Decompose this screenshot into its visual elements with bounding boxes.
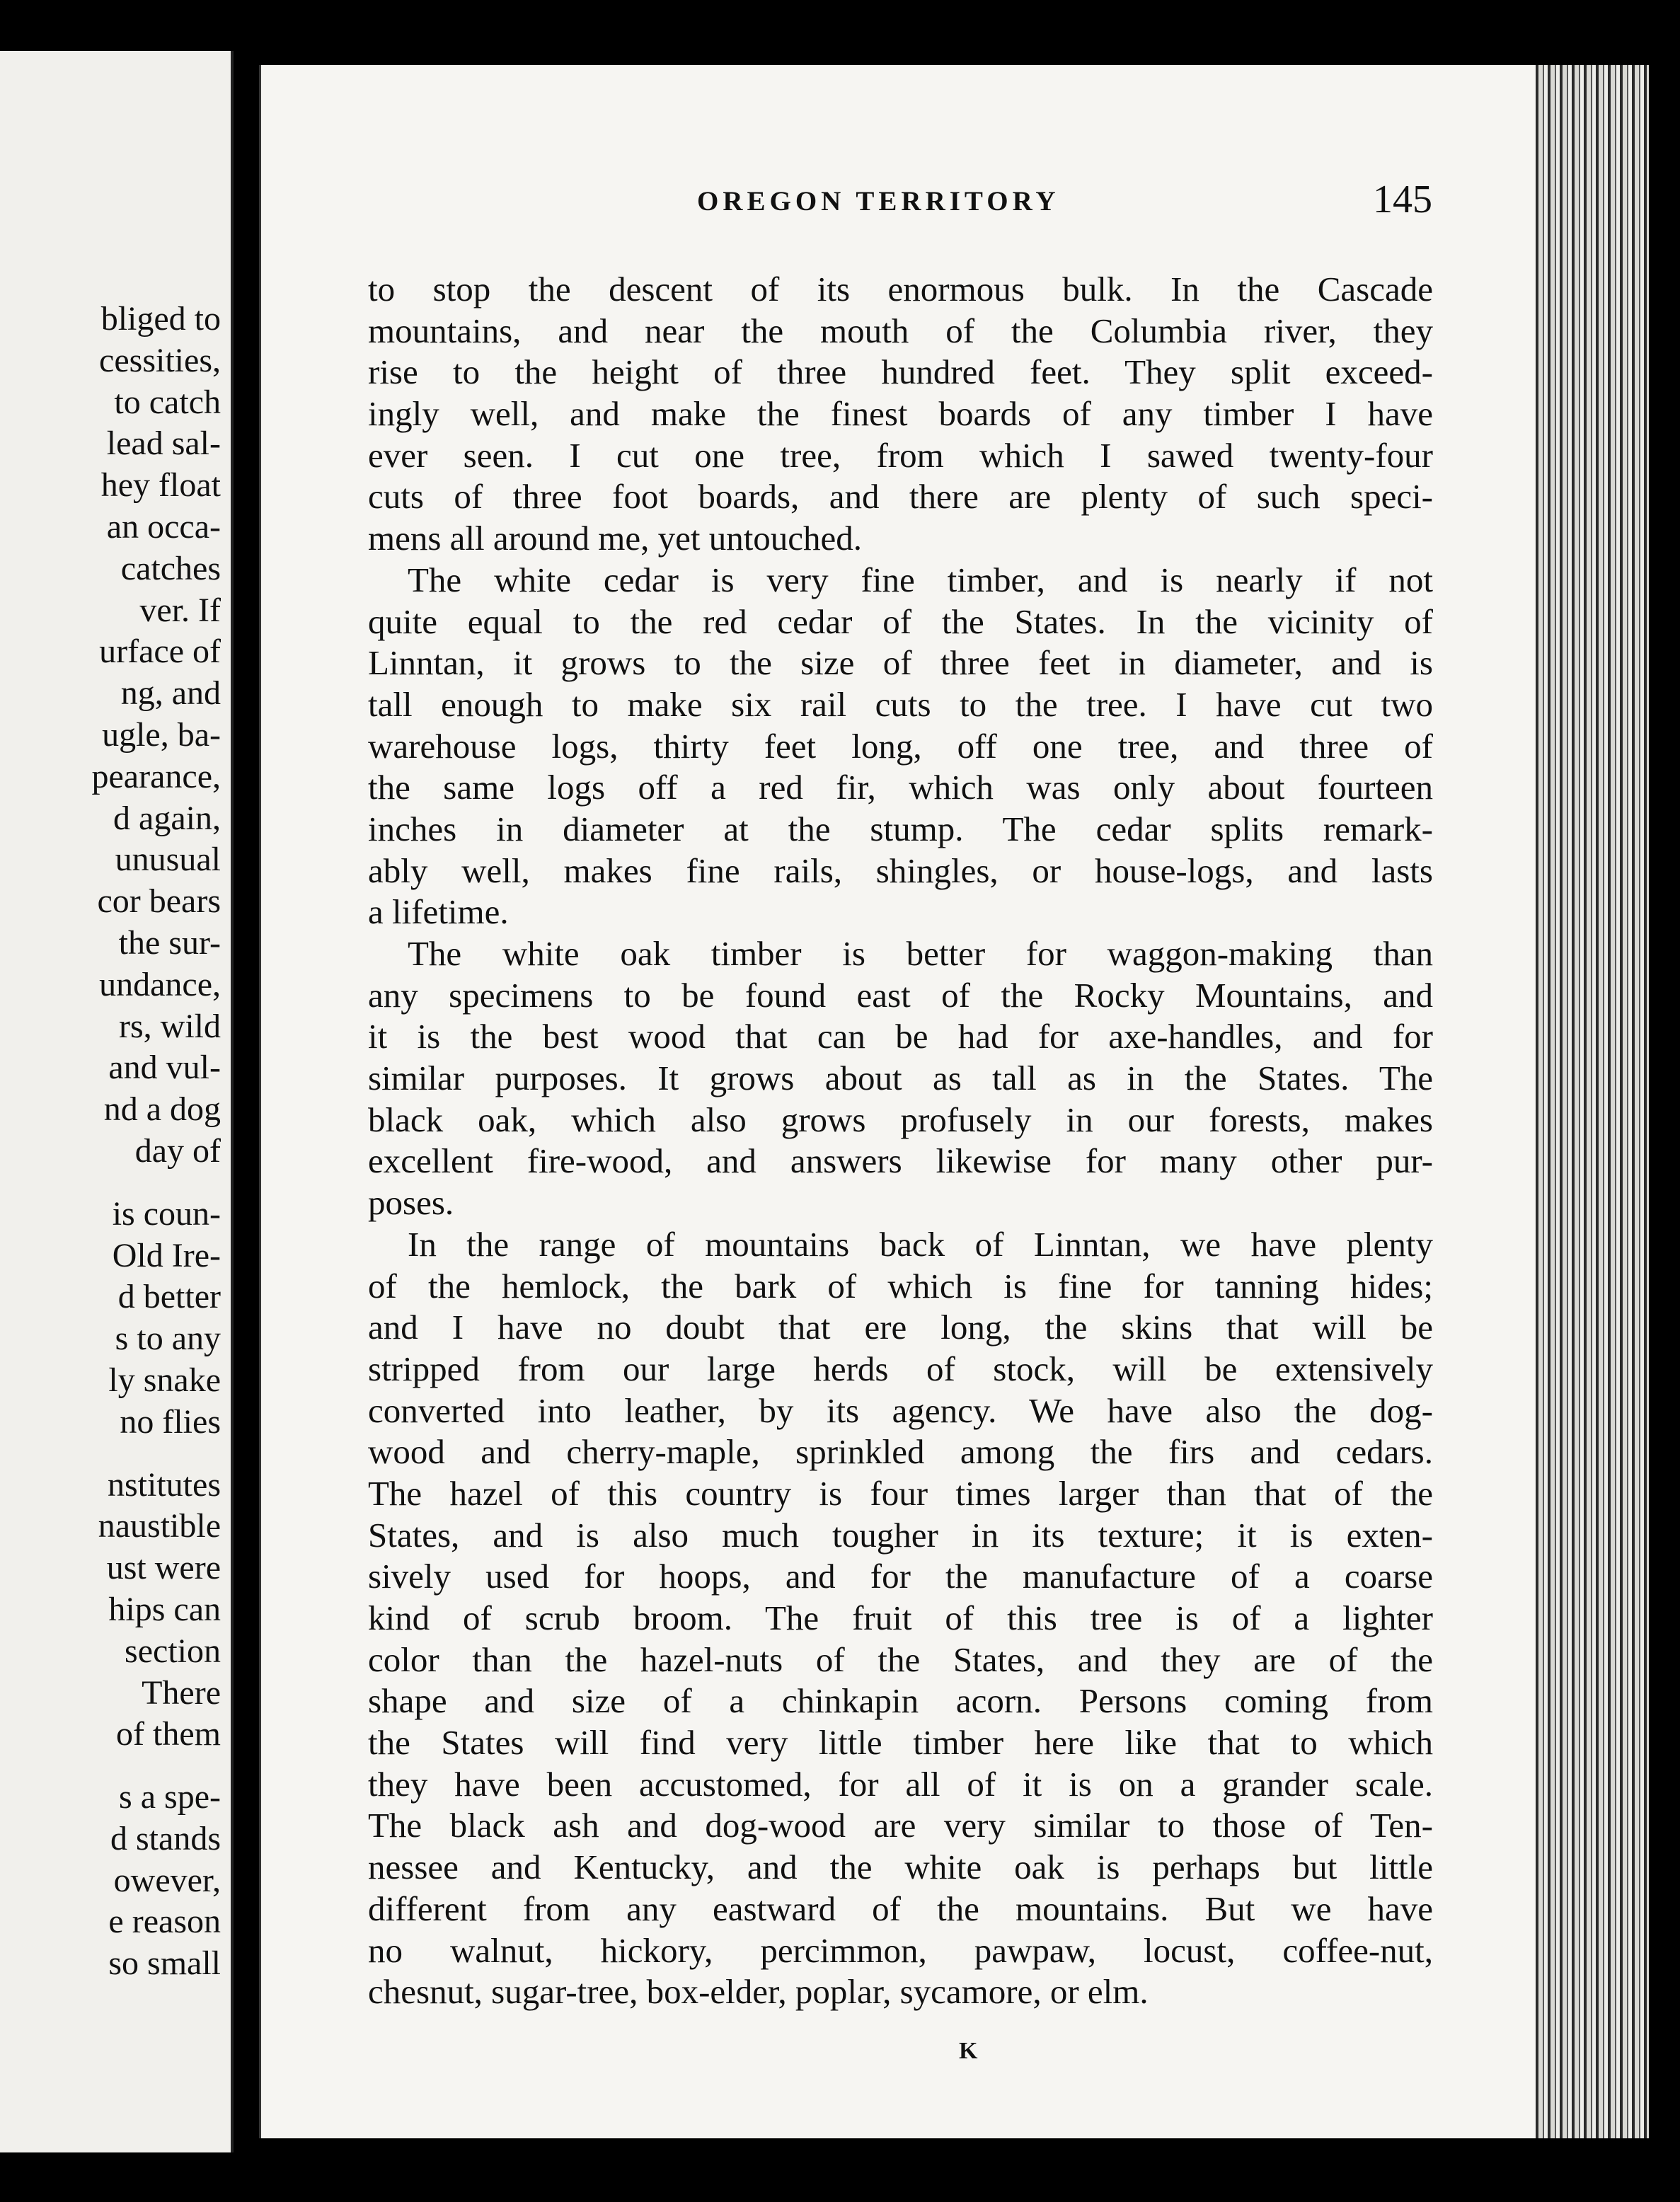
text-line: a lifetime. <box>368 892 509 932</box>
page-edge <box>1536 65 1649 2138</box>
left-page-line: undance, <box>99 965 221 1003</box>
text-line: inches in diameter at the stump. The cedar splits remark- <box>368 809 1433 848</box>
text-line: States, and is also much tougher in its texture; it is exten- <box>368 1515 1433 1555</box>
text-line: any specimens to be found east of the Rocky Mountains, and <box>368 975 1433 1015</box>
left-page-line: an occa- <box>106 507 221 546</box>
left-page-line: naustible <box>98 1507 221 1545</box>
text-line: mountains, and near the mouth of the Columbia river, they <box>368 311 1433 350</box>
text-line: ingly well, and make the finest boards of any timber I have <box>368 394 1433 434</box>
text-line: poses. <box>368 1183 454 1223</box>
text-line: excellent fire-wood, and answers likewise for many other pur- <box>368 1141 1433 1181</box>
left-page-line: hips can <box>108 1590 221 1628</box>
text-line: warehouse logs, thirty feet long, off one tree, and three of <box>368 726 1433 766</box>
left-page-text <box>91 299 221 1985</box>
left-page-line: urface of <box>99 633 221 671</box>
text-line: cuts of three foot boards, and there are plenty of such speci- <box>368 477 1433 517</box>
text-line: similar purposes. It grows about as tall as in the States. The <box>368 1059 1433 1098</box>
left-page-line: day of <box>134 1131 221 1170</box>
left-page-line: the sur- <box>118 923 221 962</box>
text-line: the States will find very little timber here like that to which <box>368 1723 1433 1763</box>
left-page-line: no flies <box>120 1402 221 1441</box>
left-page-line: ver. If <box>139 591 221 629</box>
left-page-line: ly snake <box>108 1361 221 1399</box>
text-line: nessee and Kentucky, and the white oak is perhaps but little <box>368 1848 1433 1887</box>
text-line: to stop the descent of its enormous bulk. In the Cascade <box>368 270 1433 309</box>
text-line: converted into leather, by its agency. We have also the dog- <box>368 1390 1433 1430</box>
left-page-line: ust were <box>106 1549 221 1587</box>
left-page-line: to catch <box>114 383 221 421</box>
running-head: OREGON TERRITORY <box>697 186 1060 217</box>
text-line: tall enough to make six rail cuts to the tree. I have cut two <box>368 684 1433 724</box>
text-line: shape and size of a chinkapin acorn. Persons coming from <box>368 1681 1433 1721</box>
page-number: 145 <box>1373 178 1432 221</box>
left-page-line: nd a dog <box>103 1090 221 1129</box>
text-line: color than the hazel-nuts of the States, and they are of the <box>368 1639 1433 1679</box>
left-page-line: s a spe- <box>119 1778 221 1816</box>
text-line: black oak, which also grows profusely in our forests, makes <box>368 1100 1433 1139</box>
body-text <box>368 269 1433 2013</box>
left-page-line: lead sal- <box>106 425 221 463</box>
text-line: no walnut, hickory, percimmon, pawpaw, locust, coffee-nut, <box>368 1930 1433 1970</box>
text-line: ever seen. I cut one tree, from which I sawed twenty-four <box>368 435 1433 475</box>
paragraph <box>368 933 1433 1224</box>
left-page-line: d stands <box>110 1819 221 1857</box>
left-page-line: bliged to <box>100 300 221 338</box>
left-page-line: d again, <box>113 799 221 837</box>
left-page-line: pearance, <box>91 757 221 795</box>
text-line: The black ash and dog-wood are very similar to those of Ten- <box>368 1806 1433 1845</box>
text-line: Linntan, it grows to the size of three feet in diameter, and is <box>368 643 1433 683</box>
text-line: and I have no doubt that ere long, the skins that will be <box>368 1308 1433 1347</box>
left-page-line: rs, wild <box>119 1007 221 1045</box>
text-line: mens all around me, yet untouched. <box>368 519 863 558</box>
left-page-line: ng, and <box>120 674 221 713</box>
left-page-line: hey float <box>100 466 221 505</box>
left-page <box>0 51 234 2152</box>
text-line: The white cedar is very fine timber, and is nearly if not <box>408 560 1433 599</box>
left-page-line: cessities, <box>99 341 221 379</box>
text-line: chesnut, sugar-tree, box-elder, poplar, sycamore, or elm. <box>368 1972 1149 2012</box>
text-line: The hazel of this country is four times larger than that of the <box>368 1473 1433 1513</box>
paragraph <box>368 1224 1433 2013</box>
left-page-line: s to any <box>115 1320 221 1358</box>
text-line: quite equal to the red cedar of the States. In the vicinity of <box>368 601 1433 641</box>
text-line: the same logs off a red fir, which was only about fourteen <box>368 768 1433 807</box>
left-page-line: Old Ire- <box>112 1236 221 1274</box>
paragraph <box>368 269 1433 560</box>
left-page-line: nstitutes <box>107 1465 221 1504</box>
text-line: ably well, makes fine rails, shingles, or house-logs, and lasts <box>368 851 1433 890</box>
left-page-line: and vul- <box>108 1049 221 1087</box>
text-line: stripped from our large herds of stock, will be extensively <box>368 1349 1433 1388</box>
paragraph <box>368 560 1433 933</box>
text-line: they have been accustomed, for all of it is on a grander scale. <box>368 1764 1433 1804</box>
left-page-line: section <box>125 1632 221 1670</box>
text-line: In the range of mountains back of Linntan, we have plenty <box>408 1224 1433 1264</box>
left-page-line: d better <box>117 1278 221 1316</box>
text-line: sively used for hoops, and for the manufacture of a coarse <box>368 1557 1433 1596</box>
left-page-line: ugle, ba- <box>102 715 221 754</box>
text-line: different from any eastward of the mountains. But we have <box>368 1889 1433 1928</box>
text-line: The white oak timber is better for waggon-making than <box>408 934 1433 973</box>
left-page-line: There <box>142 1673 221 1712</box>
left-page-line: of them <box>116 1715 221 1753</box>
signature-mark: K <box>959 2038 978 2064</box>
left-page-line: cor bears <box>97 882 221 921</box>
left-page-line: unusual <box>115 841 221 879</box>
left-page-line: is coun- <box>112 1194 221 1233</box>
text-line: of the hemlock, the bark of which is fine for tanning hides; <box>368 1266 1433 1305</box>
left-page-line: owever, <box>113 1861 221 1899</box>
text-line: it is the best wood that can be had for axe-handles, and for <box>368 1017 1433 1056</box>
left-page-line: so small <box>108 1944 221 1983</box>
text-line: kind of scrub broom. The fruit of this tree is of a lighter <box>368 1598 1433 1637</box>
text-line: wood and cherry-maple, sprinkled among the firs and cedars. <box>368 1432 1433 1472</box>
left-page-line: e reason <box>108 1903 221 1941</box>
text-line: rise to the height of three hundred feet. They split exceed- <box>368 352 1433 392</box>
left-page-line: catches <box>120 549 221 587</box>
